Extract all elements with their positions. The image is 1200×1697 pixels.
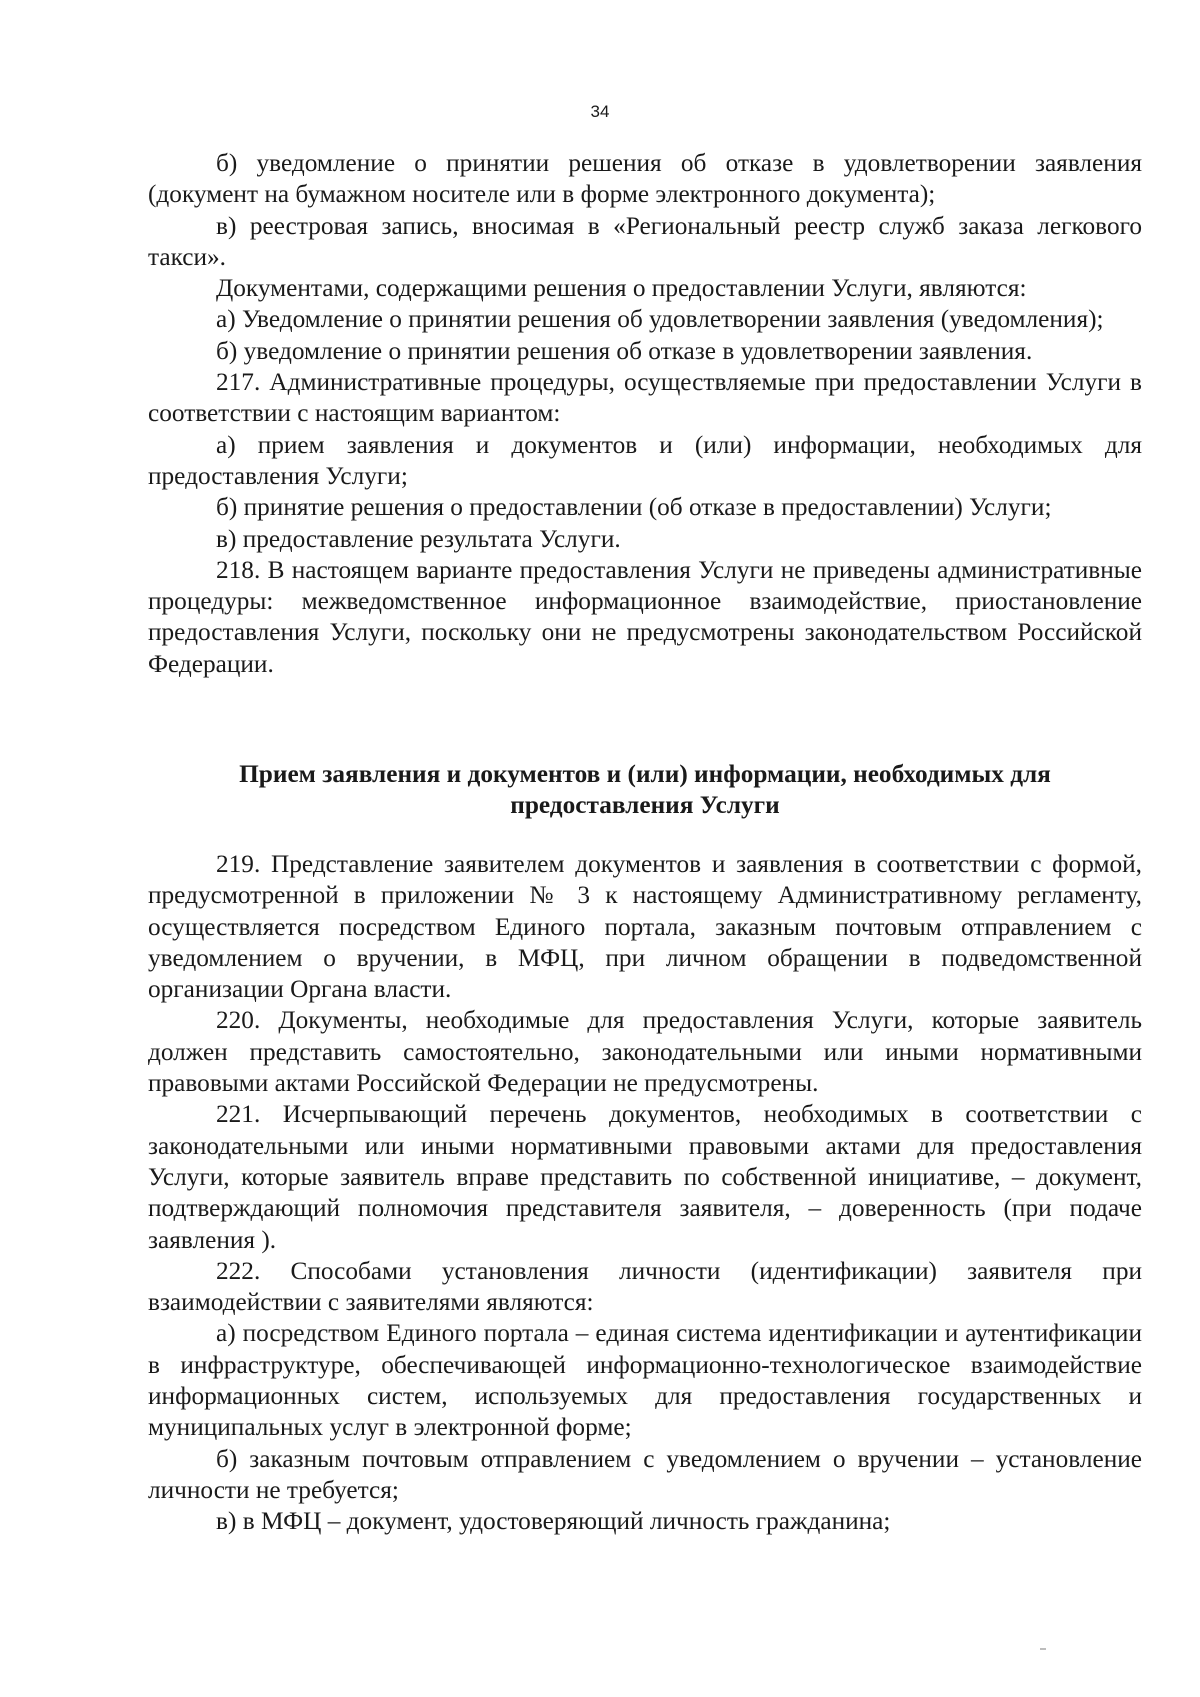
section-heading (148, 759, 1142, 822)
paragraph-217-b: б) принятие решения о предоставлении (об отказе в предоставлении) Услуги; (216, 493, 1052, 522)
paragraph-222-a: а) посредством Единого портала – единая система идентификации и аутентификации в инфраструктуре, обеспечивающей информационно-технологическое взаимодействие информационных систем, используемых для предоставления государственных и муниципальных услуг в электронной форме; (148, 1319, 1142, 1442)
document-body-bottom (148, 849, 1142, 1538)
paragraph-refusal-notice: б) уведомление о принятии решения об отказе в удовлетворении заявления. (216, 336, 1033, 365)
paragraph-result-refusal-notice: б) уведомление о принятии решения об отказе в удовлетворении заявления (документ на бумажном носителе или в форме электронного документа); (148, 149, 1142, 209)
paragraph-decision-documents-intro: Документами, содержащими решения о предоставлении Услуги, являются: (216, 274, 1027, 303)
paragraph-221: 221. Исчерпывающий перечень документов, необходимых в соответствии с законодательными или иными нормативными правовыми актами для предоставления Услуги, которые заявитель вправе представить по собственной инициативе, – документ, подтверждающий полномочия представителя заявителя, – доверенность (при подаче заявления ). (148, 1100, 1142, 1254)
paragraph-217-c: в) предоставление результата Услуги. (216, 524, 621, 553)
paragraph-217-a: а) прием заявления и документов и (или) информации, необходимых для предоставления Услуги; (148, 430, 1142, 490)
scan-artifact-mark (1040, 1648, 1046, 1650)
paragraph-registry-entry: в) реестровая запись, вносимая в «Региональный реестр служб заказа легкового такси». (148, 211, 1142, 271)
paragraph-222: 222. Способами установления личности (идентификации) заявителя при взаимодействии с заявителями являются: (148, 1256, 1142, 1317)
paragraph-approval-notice: а) Уведомление о принятии решения об удовлетворении заявления (уведомления); (216, 305, 1104, 334)
paragraph-219: 219. Представление заявителем документов и заявления в соответствии с формой, предусмотренной в приложении № 3 к настоящему Административному регламенту, осуществляется посредством Единого портала, заказным почтовым отправлением с уведомлением о вручении, в МФЦ, при личном обращении в подведомственной организации Органа власти. (148, 850, 1142, 1004)
paragraph-222-c: в) в МФЦ – документ, удостоверяющий личность гражданина; (216, 1507, 891, 1536)
page-number: 34 (590, 102, 610, 121)
paragraph-220: 220. Документы, необходимые для предоставления Услуги, которые заявитель должен представить самостоятельно, законодательными или иными нормативными правовыми актами Российской Федерации не предусмотрены. (148, 1006, 1142, 1098)
section-heading-line-1: Прием заявления и документов и (или) информации, необходимых для (239, 760, 1051, 788)
section-heading-line-2: предоставления Услуги (510, 791, 780, 820)
paragraph-217: 217. Административные процедуры, осуществляемые при предоставлении Услуги в соответствии с настоящим вариантом: (148, 368, 1142, 428)
paragraph-222-b: б) заказным почтовым отправлением с уведомлением о вручении – установление личности не требуется; (148, 1444, 1142, 1504)
document-body-top (148, 148, 1142, 680)
paragraph-218: 218. В настоящем варианте предоставления Услуги не приведены административные процедуры: межведомственное информационное взаимодействие, приостановление предоставления Услуги, поскольку они не предусмотрены законодательством Российской Федерации. (148, 555, 1142, 678)
